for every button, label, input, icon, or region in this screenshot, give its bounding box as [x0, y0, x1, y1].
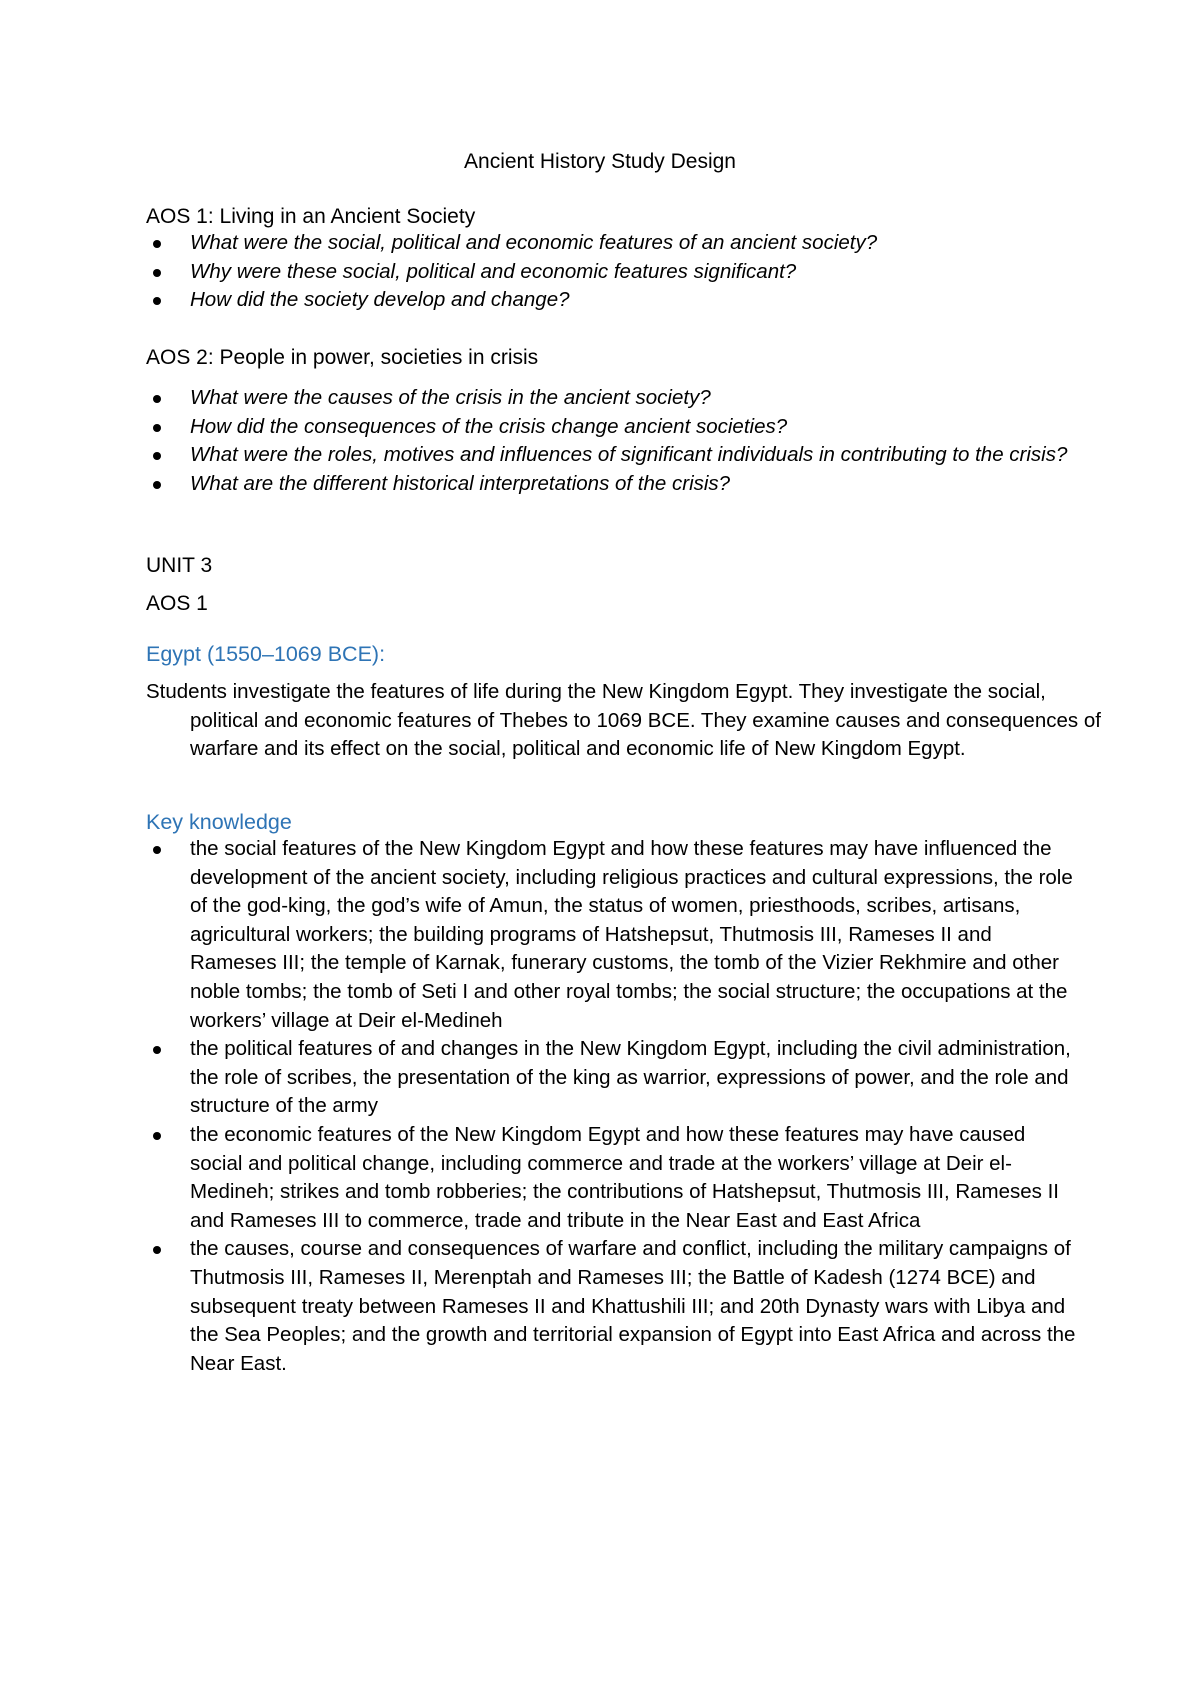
egypt-heading: Egypt (1550–1069 BCE):	[146, 642, 386, 666]
aos2-question-list	[146, 384, 1076, 498]
list-item: What were the social, political and economic features of an ancient society?	[146, 229, 1076, 258]
list-item: How did the society develop and change?	[146, 286, 1076, 315]
aos2-heading: AOS 2: People in power, societies in crisis	[146, 346, 539, 369]
list-item: the causes, course and consequences of warfare and conflict, including the military campaigns of Thutmosis III, Rameses II, Merenptah and Rameses III; the Battle of Kadesh (1274 BCE) and subsequent treaty between Rameses II and Khattushili III; and 20th Dynasty wars with Libya and the Sea Peoples; and the growth and territorial expansion of Egypt into East Africa and across the Near East.	[146, 1235, 1076, 1378]
egypt-intro-paragraph: Students investigate the features of life during the New Kingdom Egypt. They investigate the social, political and economic features of Thebes to 1069 BCE. They examine causes and consequences of warfare and its effect on the social, political and economic life of New Kingdom Egypt.	[146, 680, 1101, 760]
document-title: Ancient History Study Design	[464, 150, 736, 173]
aos1-question-list	[146, 229, 1076, 315]
list-item: the economic features of the New Kingdom Egypt and how these features may have caused social and political change, including commerce and trade at the workers’ village at Deir el-Medineh; strikes and tomb robberies; the contributions of Hatshepsut, Thutmosis III, Rameses II and Rameses III to commerce, trade and tribute in the Near East and East Africa	[146, 1121, 1076, 1235]
list-item: How did the consequences of the crisis change ancient societies?	[146, 413, 1076, 442]
list-item: the political features of and changes in the New Kingdom Egypt, including the civil administration, the role of scribes, the presentation of the king as warrior, expressions of power, and the role and structure of the army	[146, 1035, 1076, 1121]
list-item: the social features of the New Kingdom Egypt and how these features may have influenced the development of the ancient society, including religious practices and cultural expressions, the role of the god-king, the god’s wife of Amun, the status of women, priesthoods, scribes, artisans, agricultural workers; the building programs of Hatshepsut, Thutmosis III, Rameses II and Rameses III; the temple of Karnak, funerary customs, the tomb of the Vizier Rekhmire and other noble tombs; the tomb of Seti I and other royal tombs; the social structure; the occupations at the workers’ village at Deir el-Medineh	[146, 835, 1076, 1035]
key-knowledge-list	[146, 835, 1076, 1378]
list-item: What are the different historical interpretations of the crisis?	[146, 470, 1076, 499]
unit-aos-heading: AOS 1	[146, 592, 208, 615]
list-item: Why were these social, political and economic features significant?	[146, 258, 1076, 287]
key-knowledge-heading: Key knowledge	[146, 810, 292, 834]
list-item: What were the roles, motives and influences of significant individuals in contributing to the crisis?	[146, 441, 1076, 470]
aos1-heading: AOS 1: Living in an Ancient Society	[146, 205, 476, 228]
list-item: What were the causes of the crisis in the ancient society?	[146, 384, 1076, 413]
unit-heading: UNIT 3	[146, 554, 213, 577]
